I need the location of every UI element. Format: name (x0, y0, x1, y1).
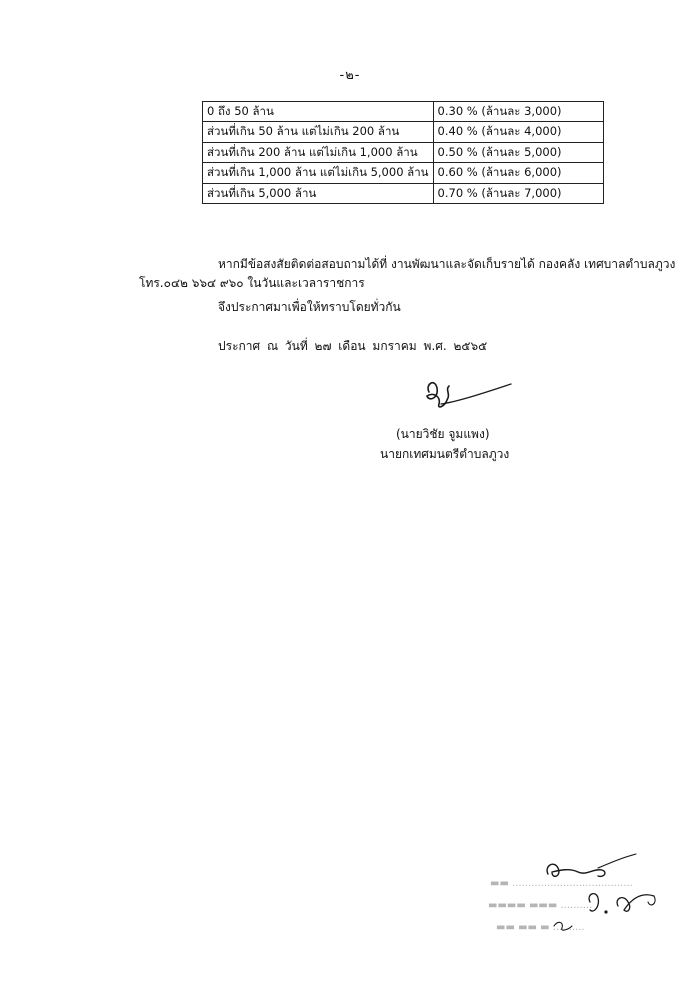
table-row (203, 142, 604, 162)
table-row (203, 102, 604, 122)
table-cell-rate: 0.60 % (ล้านละ 6,000) (433, 163, 603, 183)
stamp-faded-row: ▬▬ ▬▬ ▬ .......... (496, 922, 585, 933)
table-cell-rate: 0.30 % (ล้านละ 3,000) (433, 102, 603, 122)
announcement-date: ประกาศ ณ วันที่ ๒๗ เดือน มกราคม พ.ศ. ๒๕๖๕ (218, 339, 488, 353)
contact-text-line-1: หากมีข้อสงสัยติดต่อสอบถามได้ที่ งานพัฒนาและจัดเก็บรายได้ กองคลัง เทศบาลตำบลภูวง (218, 257, 676, 271)
handwritten-initials (478, 848, 693, 948)
table-row (203, 122, 604, 142)
contact-text-line-2: โทร.๐๔๒ ๖๖๔ ๙๖๐ ในวันและเวลาราชการ (139, 276, 365, 290)
table-cell-range: ส่วนที่เกิน 50 ล้าน แต่ไม่เกิน 200 ล้าน (203, 122, 434, 142)
stamp-faded-row: ▬▬ ...................................... (490, 878, 633, 889)
signer-name: (นายวิชัย จูมแพง) (396, 427, 490, 441)
signer-title: นายกเทศมนตรีตำบลภูวง (380, 447, 510, 461)
stamp-faded-row: ▬▬▬▬ ▬▬▬ .......... (488, 900, 593, 911)
page-number: -๒- (339, 68, 361, 83)
table-row (203, 183, 604, 203)
table-cell-range: ส่วนที่เกิน 200 ล้าน แต่ไม่เกิน 1,000 ล้าน (203, 142, 434, 162)
official-stamp-area (478, 848, 693, 948)
table-cell-rate: 0.70 % (ล้านละ 7,000) (433, 183, 603, 203)
table-cell-range: ส่วนที่เกิน 1,000 ล้าน แต่ไม่เกิน 5,000 ล้าน (203, 163, 434, 183)
table-cell-range: ส่วนที่เกิน 5,000 ล้าน (203, 183, 434, 203)
rate-table (202, 101, 604, 204)
handwritten-signature (415, 370, 525, 418)
table-row (203, 163, 604, 183)
table-cell-rate: 0.50 % (ล้านละ 5,000) (433, 142, 603, 162)
table-cell-rate: 0.40 % (ล้านละ 4,000) (433, 122, 603, 142)
announcement-text: จึงประกาศมาเพื่อให้ทราบโดยทั่วกัน (218, 300, 401, 314)
table-cell-range: 0 ถึง 50 ล้าน (203, 102, 434, 122)
